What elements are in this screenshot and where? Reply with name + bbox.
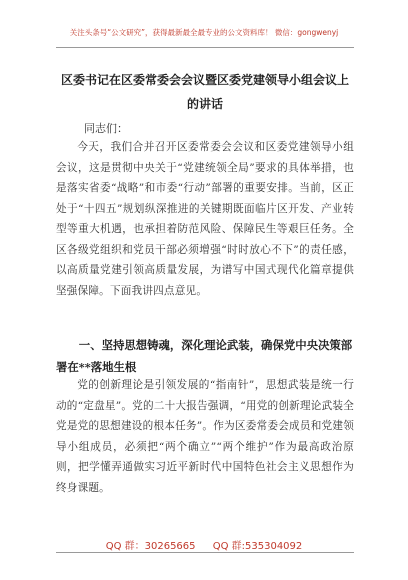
header-divider xyxy=(56,47,354,48)
header-promo-note: 关注头条号“公文研究”，获得最新最全最专业的公文资料库！ 微信：gongwenyj xyxy=(69,28,339,37)
footer-qq-groups xyxy=(0,537,408,552)
footer-qq-group-2: QQ 群:535304092 xyxy=(212,541,303,552)
paragraph-intro: 今天，我们合并召开区委常委会会议和区委党建领导小组会议，这是贯彻中央关于“党建统领全局”要求的具体举措，也是落实省委“战略”和市委“行动”部署的重要安排。当前，区正处于“十四五”规划纵深推进的关键期既面临片区开发、产业转型等重大机遇，也承担着防范风险、保障民生等艰巨任务。全区各级党组织和党员干部必须增强“时时放心不下”的责任感，以高质量党建引领高质量发展，为谱写中国式现代化篇章提供坚强保障。下面我讲四点意见。 xyxy=(56,141,354,297)
footer-divider xyxy=(56,552,354,553)
paragraph-section-1: 党的创新理论是引领发展的“指南针”，思想武装是统一行动的“定盘星”。党的二十大报告强调，“用党的创新理论武装全党是党的思想建设的根本任务”。作为区委常委会成员和党建领导小组成员，必须把“两个确立”“两个维护”作为最高政治原则，把学懂弄通做实习近平新时代中国特色社会主义思想作为终身课题。 xyxy=(56,379,354,494)
footer-qq-group-1: QQ 群：30265665 xyxy=(105,541,196,552)
section-heading-1: 一、坚持思想铸魂，深化理论武装，确保党中央决策部署在**落地生根 xyxy=(56,338,353,374)
document-title: 区委书记在区委常委会会议暨区委党建领导小组会议上的讲话 xyxy=(60,73,349,111)
salutation: 同志们： xyxy=(84,122,128,135)
